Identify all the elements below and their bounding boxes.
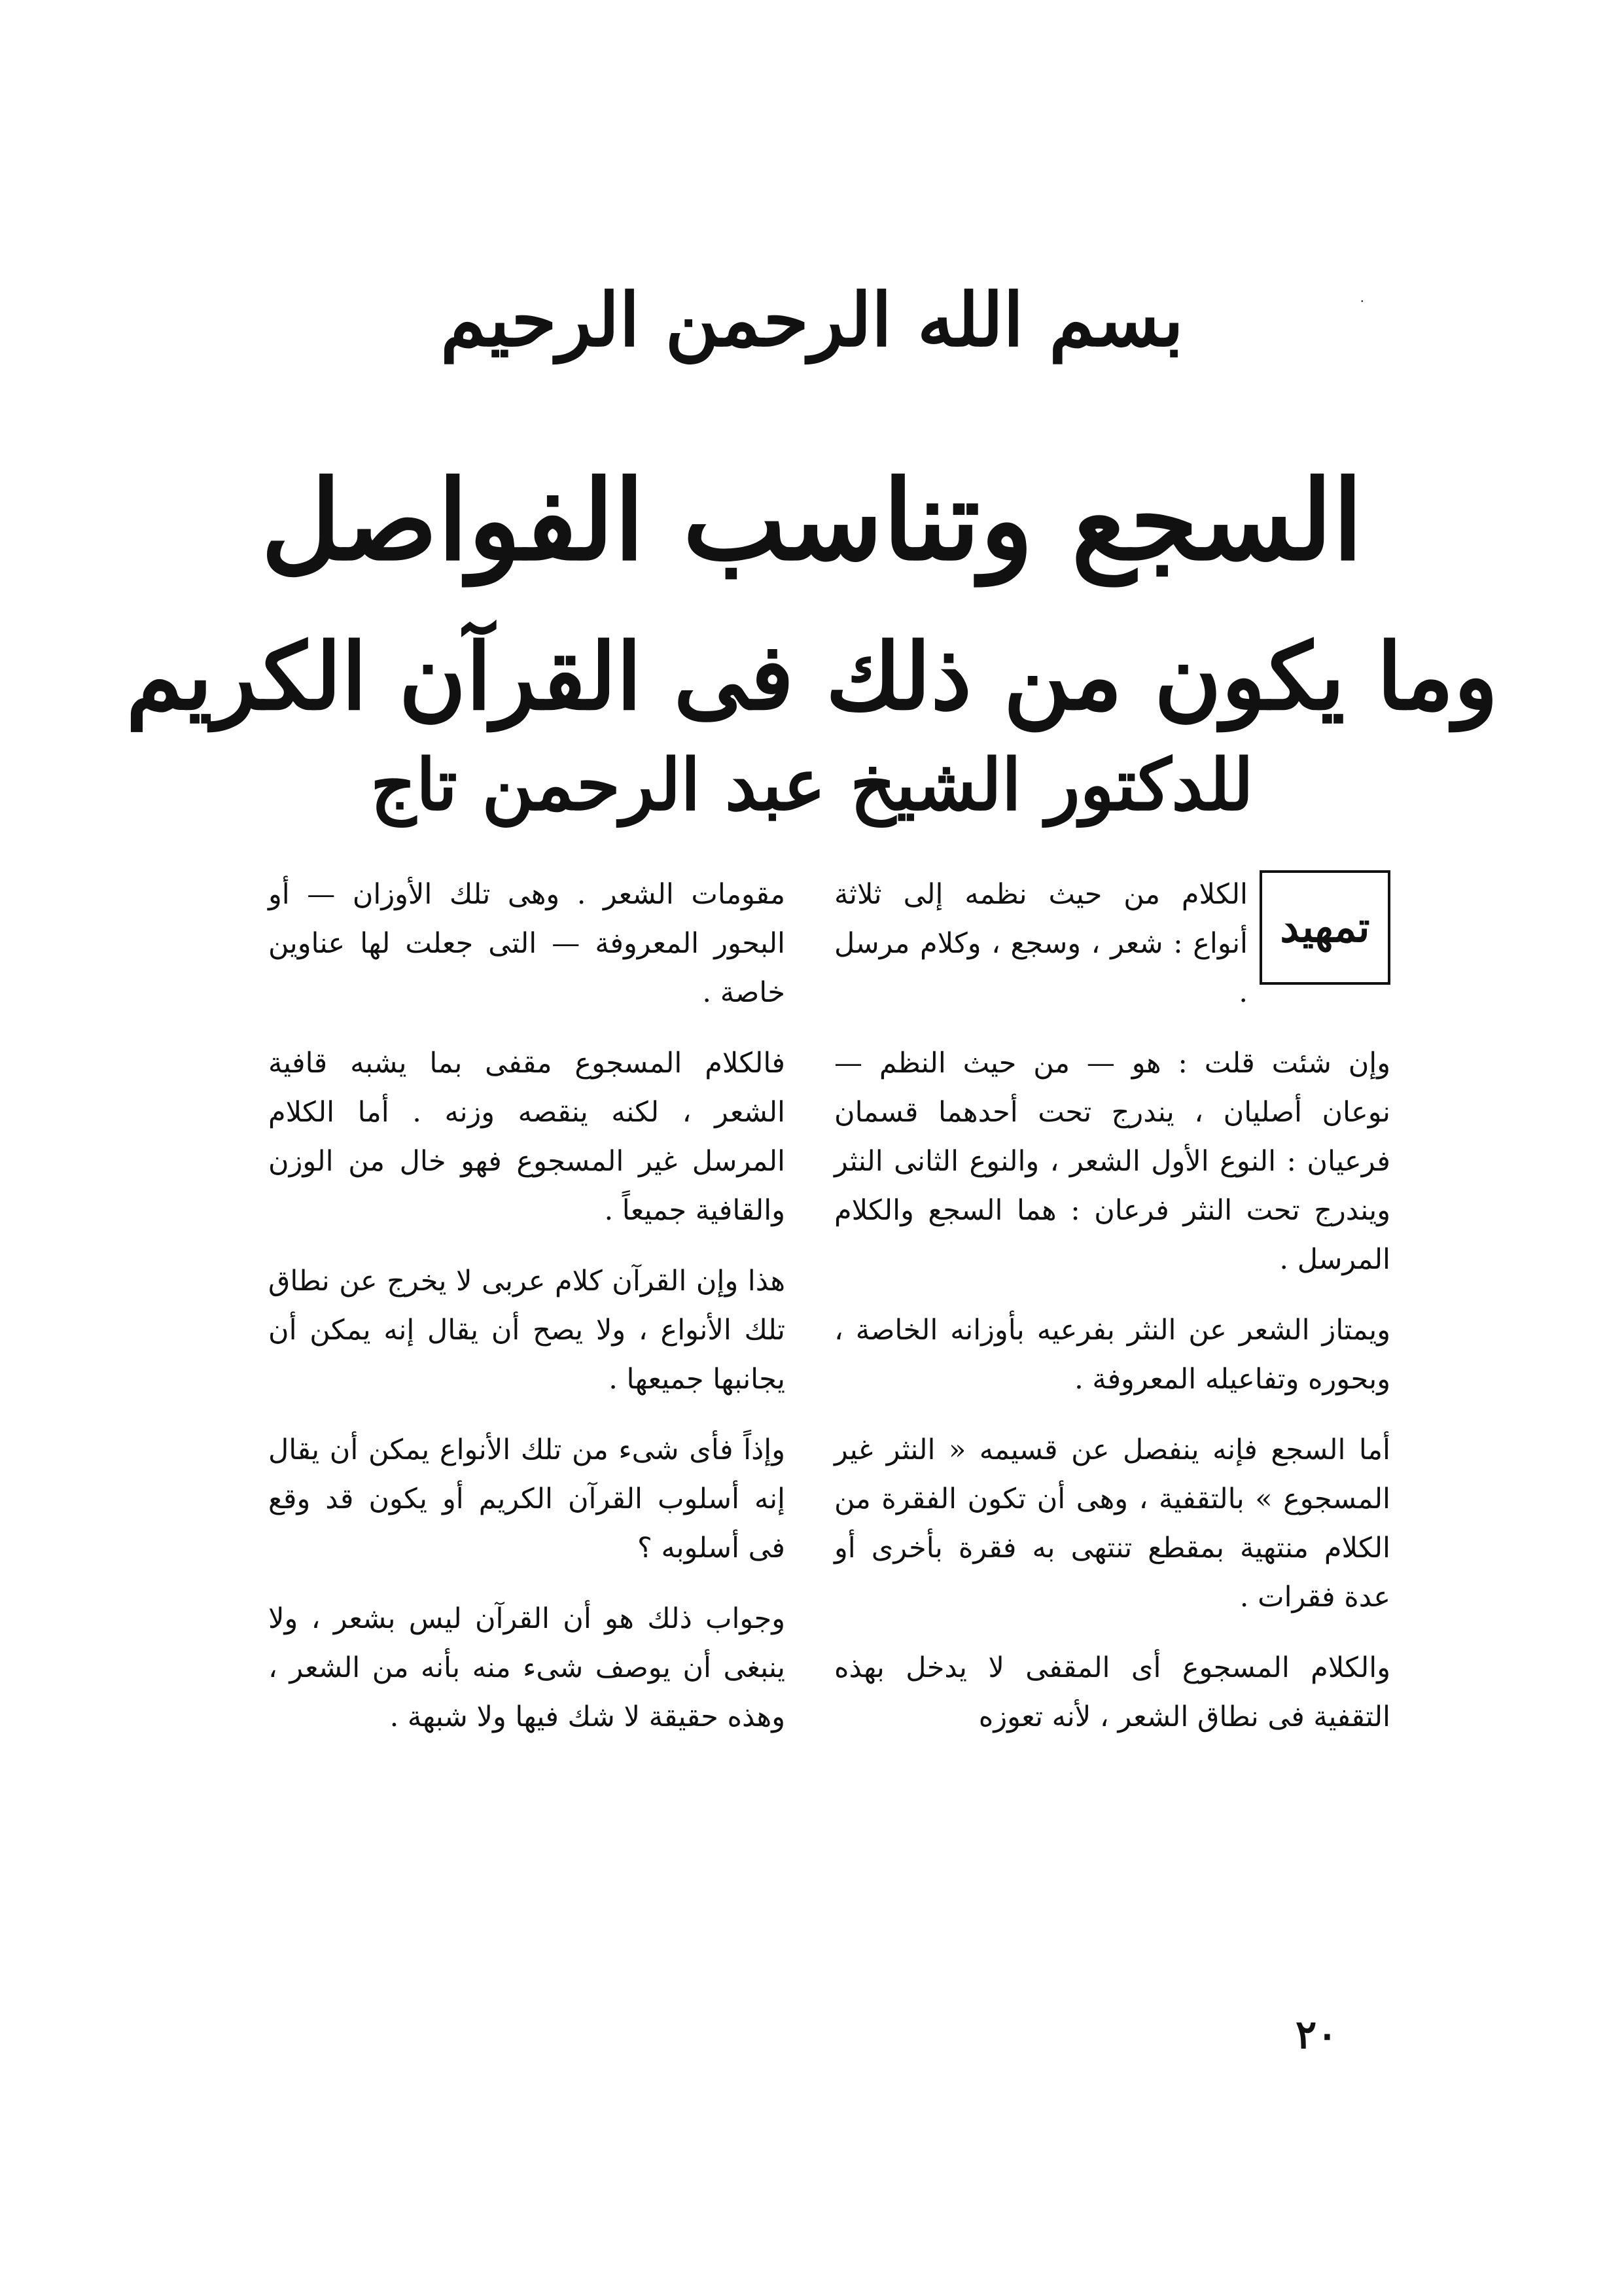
body-column-left xyxy=(268,870,785,1742)
article-title-line-2: وما يكون من ذلك فى القرآن الكريم xyxy=(126,624,1498,731)
scan-speck: · xyxy=(1360,293,1364,309)
paragraph: والكلام المسجوع أى المقفى لا يدخل بهذه التقفية فى نطاق الشعر ، لأنه تعوزه xyxy=(834,1651,1390,1733)
paragraph: أما السجع فإنه ينفصل عن قسيمه « النثر غير المسجوع » بالتقفية ، وهى أن تكون الفقرة من الكلام منتهية بمقطع تنتهى به فقرة بأخرى أو عدة فقرات . xyxy=(834,1434,1390,1614)
article-title-line-1: السجع وتناسب الفواصل xyxy=(260,455,1364,585)
body-column-right xyxy=(834,870,1390,1742)
paragraph: وإذاً فأى شىء من تلك الأنواع يمكن أن يقال إنه أسلوب القرآن الكريم أو يكون قد وقع فى أسلوبه ؟ xyxy=(268,1434,785,1564)
page-number: ٢٠ xyxy=(1296,2012,1338,2058)
paragraph: وإن شئت قلت : هو — من حيث النظم — نوعان أصليان ، يندرج تحت أحدهما قسمان فرعيان : النوع الأول الشعر ، والنوع الثانى النثر ويندرج تحت النثر فرعان : هما السجع والكلام المرسل . xyxy=(834,1047,1390,1276)
paragraph: مقومات الشعر . وهى تلك الأوزان — أو البحور المعروفة — التى جعلت لها عناوين خاصة . xyxy=(268,878,785,1009)
paragraph: ويمتاز الشعر عن النثر بفرعيه بأوزانه الخاصة ، وبحوره وتفاعيله المعروفة . xyxy=(834,1314,1390,1396)
paragraph: هذا وإن القرآن كلام عربى لا يخرج عن نطاق تلك الأنواع ، ولا يصح أن يقال إنه يمكن أن يجانبها جميعها . xyxy=(268,1265,785,1396)
paragraph: فالكلام المسجوع مقفى بما يشبه قافية الشعر ، لكنه ينقصه وزنه . أما الكلام المرسل غير المسجوع فهو خال من الوزن والقافية جميعاً . xyxy=(268,1047,785,1227)
author-byline: للدكتور الشيخ عبد الرحمن تاج xyxy=(370,744,1254,826)
paragraph: الكلام من حيث نظمه إلى ثلاثة أنواع : شعر ، وسجع ، وكلام مرسل . xyxy=(834,878,1248,1009)
section-heading-label: تمهيد xyxy=(1280,902,1370,952)
section-heading-box xyxy=(1260,870,1390,985)
paragraph: وجواب ذلك هو أن القرآن ليس بشعر ، ولا ينبغى أن يوصف شىء منه بأنه من الشعر ، وهذه حقيقة لا شك فيها ولا شبهة . xyxy=(268,1602,785,1733)
basmala-heading: بسم الله الرحمن الرحيم xyxy=(440,277,1184,363)
